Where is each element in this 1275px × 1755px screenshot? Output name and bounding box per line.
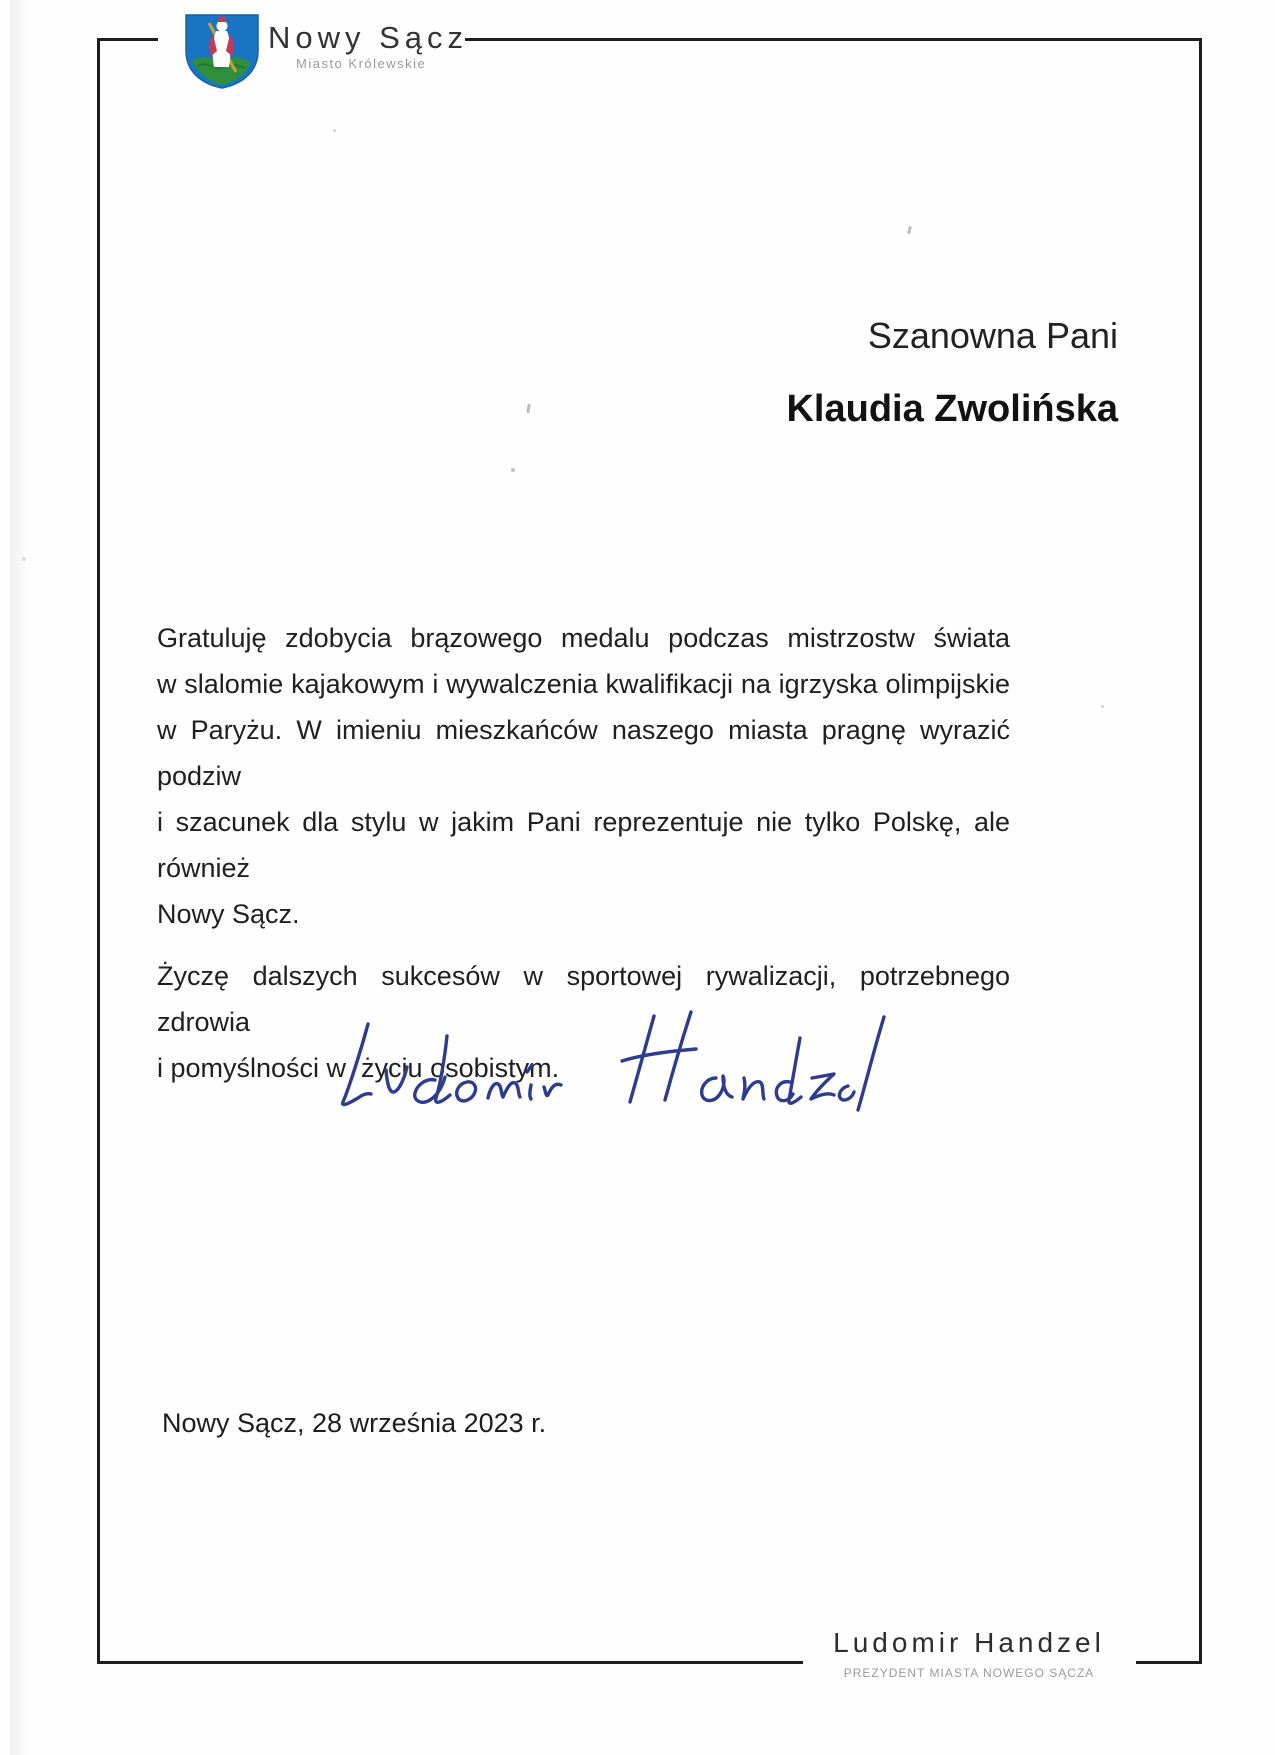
recipient-block (400, 316, 1118, 430)
frame-bottom-right-segment (1136, 1661, 1202, 1664)
city-coat-of-arms-icon (183, 14, 261, 90)
body-line: Gratuluję zdobycia brązowego medalu podczas mistrzostw świata (157, 623, 1010, 653)
scan-artifact (333, 129, 336, 132)
salutation: Szanowna Pani (867, 315, 1118, 356)
body-line: i szacunek dla stylu w jakim Pani reprezentuje nie tylko Polskę, ale również (157, 807, 1010, 883)
org-subtitle: Miasto Królewskie (296, 56, 427, 71)
scan-edge-shadow (10, 0, 36, 1755)
frame-left-line (97, 38, 100, 1664)
body-line: i pomyślności w życiu osobistym. (157, 1053, 560, 1083)
org-name: Nowy Sącz (268, 20, 469, 55)
body-line: w slalomie kajakowym i wywalczenia kwalifikacji na igrzyska olimpijskie (157, 669, 1010, 699)
frame-top-right-segment (465, 38, 1202, 41)
scan-artifact (511, 468, 515, 472)
scan-artifact (1101, 705, 1104, 708)
frame-bottom-left-segment (97, 1661, 803, 1664)
body-line: Nowy Sącz. (157, 899, 300, 929)
paragraph-gap (157, 937, 1010, 953)
scan-artifact (22, 557, 26, 561)
frame-right-line (1199, 38, 1202, 1664)
body-line: Życzę dalszych sukcesów w sportowej rywalizacji, potrzebnego zdrowia (157, 961, 1010, 1037)
signatory-name: Ludomir Handzel (833, 1627, 1105, 1658)
scan-artifact (907, 226, 912, 234)
body-line: w Paryżu. W imieniu mieszkańców naszego miasta pragnę wyrazić podziw (157, 715, 1010, 791)
signatory-title: PREZYDENT MIASTA NOWEGO SĄCZA (843, 1666, 1095, 1680)
recipient-name: Klaudia Zwolińska (786, 387, 1118, 430)
handwritten-signature (322, 1008, 902, 1123)
frame-top-left-segment (97, 38, 158, 41)
dateline: Nowy Sącz, 28 września 2023 r. (162, 1408, 547, 1438)
